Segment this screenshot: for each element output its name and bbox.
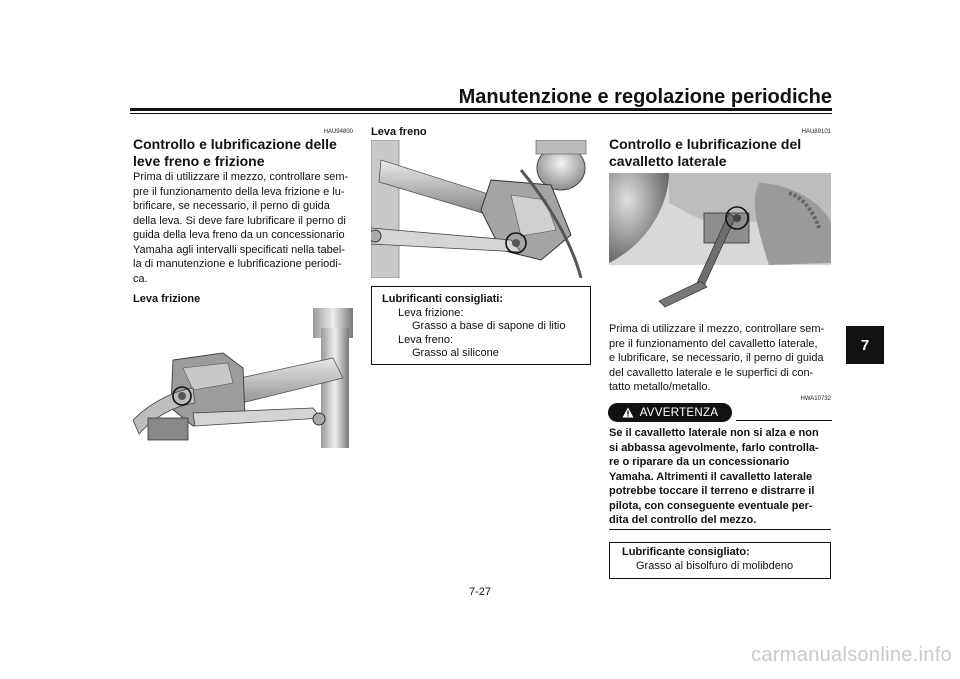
section-paragraph xyxy=(133,170,354,286)
brake-lever-drawing xyxy=(371,140,591,278)
heading-line: leve freno e frizione xyxy=(133,153,265,169)
title-rule-thin xyxy=(130,113,832,114)
warning-badge xyxy=(608,403,732,422)
lubricant-item-name: Leva frizione: xyxy=(398,306,464,319)
lubricant-item-value: Grasso a base di sapone di litio xyxy=(412,320,566,332)
warning-rule xyxy=(736,420,832,421)
clutch-lever-illustration xyxy=(133,308,355,448)
section-paragraph xyxy=(609,322,831,395)
text-line: Se il cavalletto laterale non si alza e non xyxy=(609,427,819,439)
page-number: 7-27 xyxy=(468,586,492,598)
brake-lever-illustration xyxy=(371,140,591,278)
text-line: la di manutenzione e lubrificazione periodi- xyxy=(133,258,342,270)
figure-label: Leva freno xyxy=(371,126,427,138)
warning-text xyxy=(609,426,831,528)
lubricant-title: Lubrificante consigliato: xyxy=(622,546,750,558)
text-line: Prima di utilizzare il mezzo, controllare sem- xyxy=(133,171,349,183)
section-code: HAU94800 xyxy=(323,129,353,135)
chapter-tab[interactable]: 7 xyxy=(846,326,884,364)
heading-line: Controllo e lubrificazione del xyxy=(609,136,802,152)
lubricant-item-name: Leva freno: xyxy=(398,333,454,346)
text-line: della leva. Si deve fare lubrificare il perno di xyxy=(133,214,346,227)
sidestand-illustration xyxy=(609,173,831,313)
warning-triangle-icon xyxy=(622,407,634,418)
page-title: Manutenzione e regolazione periodiche xyxy=(458,86,832,108)
warning-label: AVVERTENZA xyxy=(639,406,719,419)
section-code: HAU89101 xyxy=(801,129,831,135)
figure-label: Leva frizione xyxy=(133,293,201,305)
text-line: pre il funzionamento della leva frizione e lu- xyxy=(133,185,345,198)
text-line: pilota, con conseguente eventuale per- xyxy=(609,499,813,512)
text-line: ca. xyxy=(133,272,148,285)
text-line: dita del controllo del mezzo. xyxy=(609,514,757,526)
lubricant-box xyxy=(609,542,831,579)
lubricant-box xyxy=(371,286,591,365)
sidestand-drawing xyxy=(609,173,831,313)
text-line: re o riparare da un concessionario xyxy=(609,456,790,468)
heading-line: Controllo e lubrificazione delle xyxy=(133,136,337,152)
warning-end-rule xyxy=(609,529,831,530)
text-line: brificare, se necessario, il perno di guida xyxy=(133,200,330,212)
text-line: guida della leva freno da un concessionario xyxy=(133,229,345,241)
text-line: potrebbe toccare il terreno e distrarre il xyxy=(609,485,815,497)
text-line: pre il funzionamento del cavalletto laterale, xyxy=(609,337,818,350)
lubricant-item-value: Grasso al silicone xyxy=(412,347,499,359)
warning-code: HWA10732 xyxy=(800,396,831,402)
lubricant-item-value: Grasso al bisolfuro di molibdeno xyxy=(636,559,794,572)
title-rule xyxy=(130,108,832,111)
text-line: Yamaha agli intervalli specificati nella tabel- xyxy=(133,243,345,256)
text-line: del cavalletto laterale e le superfici di con- xyxy=(609,366,814,379)
text-line: tatto metallo/metallo. xyxy=(609,381,711,393)
heading-line: cavalletto laterale xyxy=(609,153,727,169)
text-line: e lubrificare, se necessario, il perno di guida xyxy=(609,352,824,364)
lubricant-title: Lubrificanti consigliati: xyxy=(382,293,504,305)
text-line: Yamaha. Altrimenti il cavalletto laterale xyxy=(609,470,813,483)
clutch-lever-drawing xyxy=(133,308,355,448)
section-heading xyxy=(133,136,358,170)
watermark: carmanualsonline.info xyxy=(751,644,952,666)
text-line: si abbassa agevolmente, farlo controlla- xyxy=(609,441,819,454)
text-line: Prima di utilizzare il mezzo, controllare sem- xyxy=(609,323,825,335)
section-heading xyxy=(609,136,834,170)
